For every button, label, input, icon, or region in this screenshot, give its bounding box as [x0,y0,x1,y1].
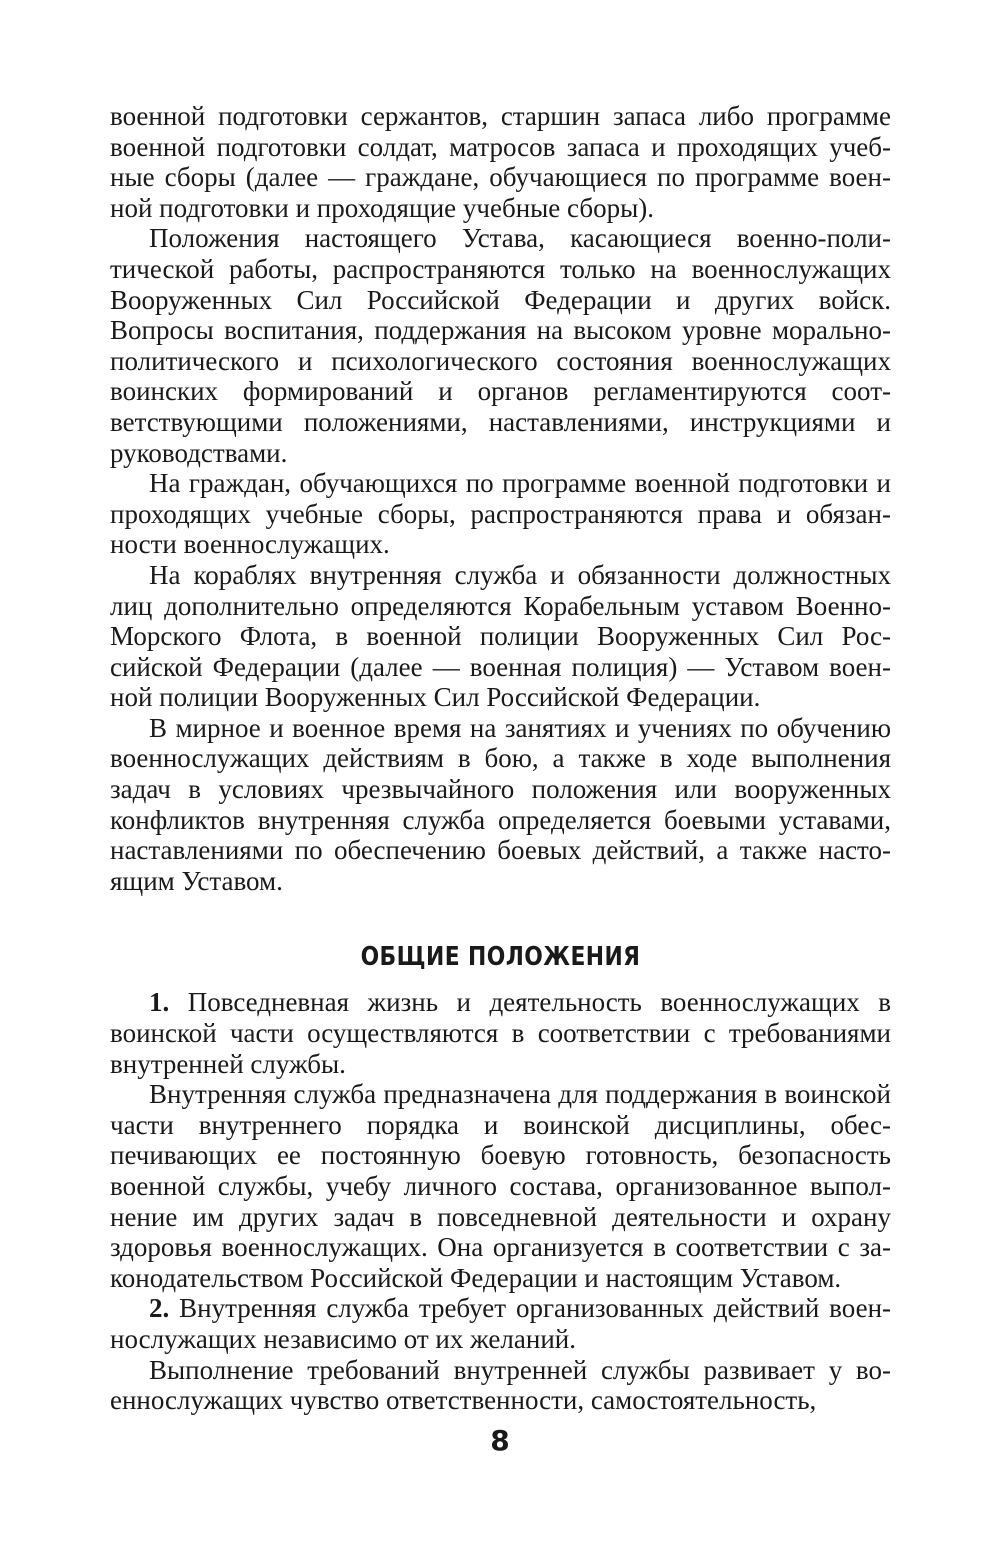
item-1-continuation: Внутренняя служба предназначена для поддержания в воинской части внутреннего порядка и воинской дисциплины, обеспечивающих ее постоянную боевую готовность, безопасность военной службы, учебу личного состава, организованное выполнение им других задач в повседневной деятельности и охрану здоровья военнослужащих. Она организуется в соответствии с законодательством Российской Федерации и настоящим Уставом. [110,1079,891,1293]
intro-paragraph-4: На кораблях внутренняя служба и обязанности должностных лиц дополнительно определяются Корабельным уставом Военно-Морского Флота, в военной полиции Вооруженных Сил Российской Федерации (далее — военная полиция) — Уставом военной полиции Вооруженных Сил Российской Федерации. [110,559,891,713]
section-heading: ОБЩИЕ ПОЛОЖЕНИЯ [360,942,641,973]
intro-paragraph-5: В мирное и военное время на занятиях и учениях по обучению военнослужащих действиям в бою, а также в ходе выполнения задач в условиях чрезвычайного положения или вооруженных конфликтов внутренняя служба определяется боевыми уставами, наставлениями по обеспечению боевых действий, а также настоящим Уставом. [110,712,891,896]
item-1-text: Повседневная жизнь и деятельность военнослужащих в воинской части осуществляются в соответствии с требованиями внутренней службы. [110,987,892,1079]
item-1-paragraph [110,987,891,1079]
item-1-number: 1. [149,987,170,1018]
intro-paragraph-3: На граждан, обучающихся по программе военной подготовки и проходящих учебные сборы, распространяются права и обязанности военнослужащих. [110,468,891,560]
intro-paragraph-2: Положения настоящего Устава, касающиеся военно-политической работы, распространяются только на военнослужащих Вооруженных Сил Российской Федерации и других войск. Вопросы воспитания, поддержания на высоком уровне морально-политического и психологического состояния военнослужащих воинских формирований и органов регламентируются соответствующими положениями, наставлениями, инструкциями и руководствами. [110,223,891,468]
item-2-number: 2. [149,1293,170,1324]
item-2-continuation: Выполнение требований внутренней службы развивает у военнослужащих чувство ответственности, самостоятельность, [110,1354,891,1416]
page-number: 8 [490,1424,510,1457]
intro-paragraph-1: военной подготовки сержантов, старшин запаса либо программе военной подготовки солдат, матросов запаса и проходящих учебные сборы (далее — граждане, обучающиеся по программе военной подготовки и проходящие учебные сборы). [110,101,891,223]
item-2-paragraph [110,1293,891,1354]
item-2-text: Внутренняя служба требует организованных действий военнослужащих независимо от их желаний. [110,1293,892,1354]
page-body [110,101,891,1416]
